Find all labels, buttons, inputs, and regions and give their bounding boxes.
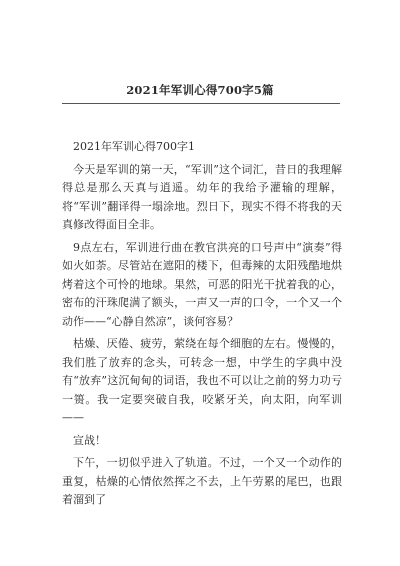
document-body xyxy=(62,138,342,514)
title-divider xyxy=(62,103,340,104)
paragraph-2: 9点左右，军训进行曲在教官洪亮的口号声中“演奏”得如火如荼。尽管站在遮阳的楼下，但毒辣的太阳残酷地烘烤着这个可怜的地球。果然，可恶的阳光干扰着我的心，密布的汗珠爬满了额头，一声又一声的口令，一个又一个动作——“心静自然凉”，谈何容易？ xyxy=(62,240,342,328)
document-title: 2021年军训心得700字5篇 xyxy=(126,83,274,97)
paragraph-1: 今天是军训的第一天，“军训”这个词汇，昔日的我理解得总是那么天真与逍遥。幼年的我给予灌输的理解，将“军训”翻译得一塌涂地。烈日下，现实不得不将我的天真修改得面目全非。 xyxy=(62,162,342,231)
paragraph-5: 下午，一切似乎进入了轨道。不过，一个又一个动作的重复，枯燥的心情依然挥之不去，上午劳累的尾巴，也跟着溜到了 xyxy=(62,456,342,506)
paragraph-3: 枯燥、厌倦、疲劳，萦绕在每个细胞的左右。慢慢的，我们胜了放弃的念头，可转念一想，中学生的字典中没有“放弃”这沉甸甸的词语，我也不可以让之前的努力功亏一篑。我一定要突破自我，咬紧牙关，向太阳，向军训—— xyxy=(62,337,342,424)
section-heading: 2021年军训心得700字1 xyxy=(73,140,195,153)
paragraph-4: 宣战！ xyxy=(73,433,106,447)
